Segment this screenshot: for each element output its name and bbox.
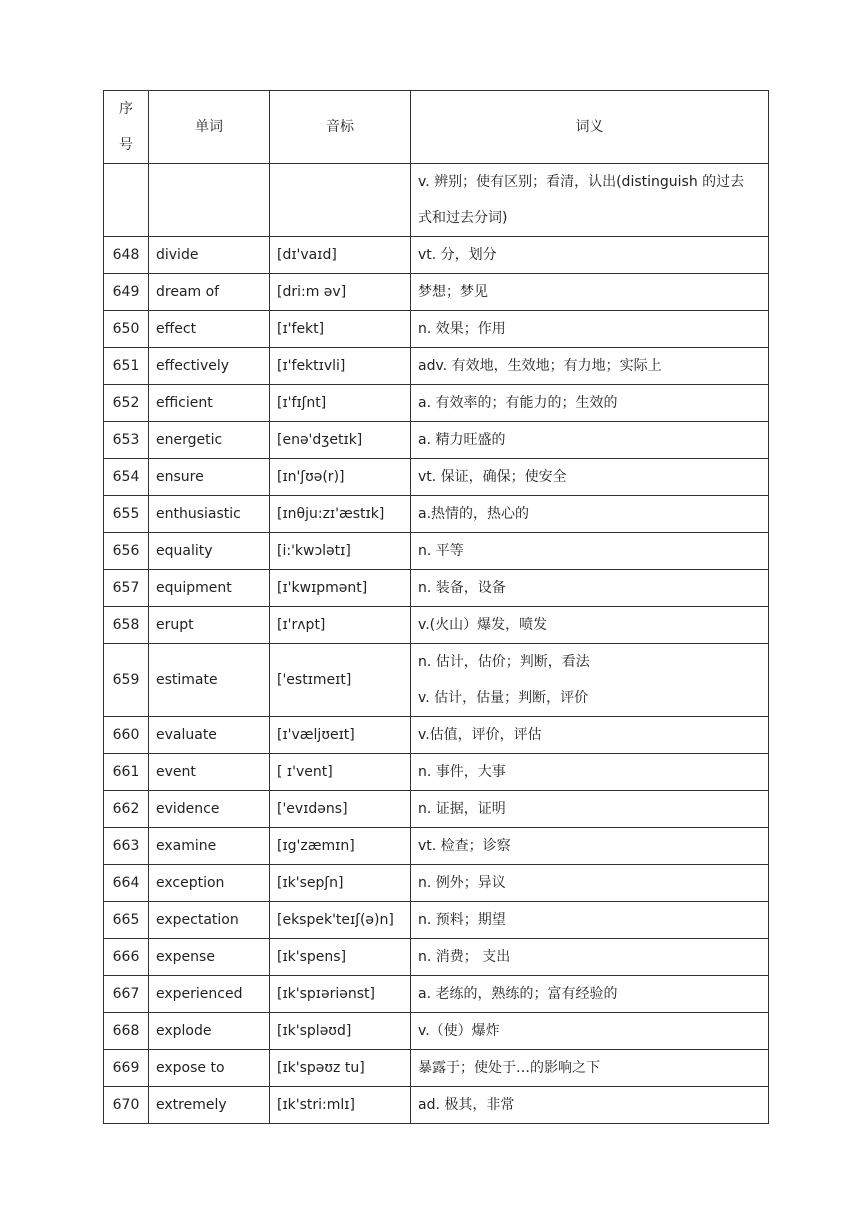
row-word: energetic: [149, 422, 270, 459]
header-number-line1: 序: [119, 101, 133, 117]
table-row: [104, 828, 769, 865]
row-word: equality: [149, 533, 270, 570]
row-meaning: [411, 274, 769, 311]
row-meaning: [411, 717, 769, 754]
row-phonetic: [ɪ'fekt]: [270, 311, 411, 348]
row-phonetic: [ ɪ'vent]: [270, 754, 411, 791]
row-phonetic: [ɪ'fektɪvli]: [270, 348, 411, 385]
row-meaning: [411, 311, 769, 348]
row-number: 659: [104, 644, 149, 717]
row-phonetic: [ɪ'fɪʃnt]: [270, 385, 411, 422]
table-header-row: [104, 91, 769, 164]
row-phonetic: [ɪ'rʌpt]: [270, 607, 411, 644]
row-meaning: [411, 1087, 769, 1124]
row-meaning: [411, 533, 769, 570]
table-row: [104, 791, 769, 828]
row-phonetic: [dri:m əv]: [270, 274, 411, 311]
table-row: [104, 348, 769, 385]
meaning-line: v.（使）爆炸: [418, 1023, 500, 1039]
row-phonetic: [ɪk'spəʊz tu]: [270, 1050, 411, 1087]
row-word: effect: [149, 311, 270, 348]
table-row: [104, 717, 769, 754]
row-number: 657: [104, 570, 149, 607]
meaning-line: vt. 保证，确保；使安全: [418, 469, 567, 485]
meaning-line: v.估值，评价，评估: [418, 727, 542, 743]
row-number: 669: [104, 1050, 149, 1087]
row-meaning: [411, 607, 769, 644]
row-phonetic: [ɪk'spləʊd]: [270, 1013, 411, 1050]
table-row: [104, 976, 769, 1013]
meaning-line: 暴露于；使处于…的影响之下: [418, 1060, 600, 1076]
meaning-line: v. 辨别；使有区别；看清，认出(distinguish 的过去: [418, 174, 745, 190]
row-number: 670: [104, 1087, 149, 1124]
meaning-line: a. 精力旺盛的: [418, 432, 506, 448]
row-word: event: [149, 754, 270, 791]
meaning-line: n. 消费； 支出: [418, 949, 511, 965]
row-meaning: [411, 939, 769, 976]
row-number: 652: [104, 385, 149, 422]
row-word: extremely: [149, 1087, 270, 1124]
row-phonetic: [ɪk'stri:mlɪ]: [270, 1087, 411, 1124]
row-word: evaluate: [149, 717, 270, 754]
row-word: expense: [149, 939, 270, 976]
header-word: 单词: [149, 91, 270, 164]
row-phonetic: [dɪ'vaɪd]: [270, 237, 411, 274]
row-word: erupt: [149, 607, 270, 644]
meaning-line: vt. 检查；诊察: [418, 838, 511, 854]
meaning-line: a.热情的，热心的: [418, 506, 530, 522]
meaning-line: n. 证据，证明: [418, 801, 506, 817]
row-number: 658: [104, 607, 149, 644]
row-number: 655: [104, 496, 149, 533]
table-row: [104, 754, 769, 791]
meaning-line: a. 老练的，熟练的；富有经验的: [418, 986, 618, 1002]
row-word: equipment: [149, 570, 270, 607]
row-meaning: [411, 902, 769, 939]
row-word: divide: [149, 237, 270, 274]
row-meaning: [411, 754, 769, 791]
row-phonetic: [ɪ'kwɪpmənt]: [270, 570, 411, 607]
row-phonetic: [ɪk'spens]: [270, 939, 411, 976]
row-meaning: [411, 348, 769, 385]
table-row: [104, 459, 769, 496]
table-row: [104, 274, 769, 311]
row-word: experienced: [149, 976, 270, 1013]
meaning-line: n. 例外；异议: [418, 875, 506, 891]
meaning-line: ad. 极其，非常: [418, 1097, 515, 1113]
row-phonetic: [ekspek'teɪʃ(ə)n]: [270, 902, 411, 939]
meaning-line: 式和过去分词): [418, 210, 508, 226]
row-word: expose to: [149, 1050, 270, 1087]
row-phonetic: [ɪk'sepʃn]: [270, 865, 411, 902]
header-phonetic: 音标: [270, 91, 411, 164]
table-row: [104, 496, 769, 533]
row-word: dream of: [149, 274, 270, 311]
row-meaning: [411, 791, 769, 828]
table-row: [104, 902, 769, 939]
row-number: 653: [104, 422, 149, 459]
row-word: exception: [149, 865, 270, 902]
row-number: 654: [104, 459, 149, 496]
meaning-line: 梦想；梦见: [418, 284, 488, 300]
row-meaning: [411, 496, 769, 533]
vocabulary-table: [103, 90, 769, 1124]
row-number: 664: [104, 865, 149, 902]
table-row: [104, 1087, 769, 1124]
row-number: 649: [104, 274, 149, 311]
header-meaning: 词义: [411, 91, 769, 164]
row-word: enthusiastic: [149, 496, 270, 533]
row-word: examine: [149, 828, 270, 865]
meaning-line: v.(火山）爆发，喷发: [418, 617, 548, 633]
row-number: 662: [104, 791, 149, 828]
row-number: 660: [104, 717, 149, 754]
meaning-line: v. 估计，估量；判断，评价: [418, 690, 589, 706]
table-row: [104, 1050, 769, 1087]
continuation-meaning-cell: [411, 164, 769, 237]
row-meaning: [411, 828, 769, 865]
row-meaning: [411, 976, 769, 1013]
row-meaning: [411, 865, 769, 902]
meaning-line: n. 预料；期望: [418, 912, 506, 928]
row-number: 667: [104, 976, 149, 1013]
row-word: evidence: [149, 791, 270, 828]
meaning-line: vt. 分，划分: [418, 247, 497, 263]
row-word: explode: [149, 1013, 270, 1050]
table-row: [104, 1013, 769, 1050]
table-row: [104, 385, 769, 422]
row-meaning: [411, 422, 769, 459]
row-number: 650: [104, 311, 149, 348]
table-row: [104, 570, 769, 607]
row-word: effectively: [149, 348, 270, 385]
table-row: [104, 237, 769, 274]
row-phonetic: [enə'dʒetɪk]: [270, 422, 411, 459]
row-number: 651: [104, 348, 149, 385]
table-row: [104, 533, 769, 570]
row-phonetic: ['estɪmeɪt]: [270, 644, 411, 717]
table-row: [104, 607, 769, 644]
row-phonetic: [ɪk'spɪəriənst]: [270, 976, 411, 1013]
row-number: 668: [104, 1013, 149, 1050]
row-meaning: [411, 385, 769, 422]
continuation-row: [104, 164, 769, 237]
row-meaning: [411, 459, 769, 496]
table-row: [104, 865, 769, 902]
row-meaning: [411, 644, 769, 717]
meaning-line: a. 有效率的；有能力的；生效的: [418, 395, 618, 411]
row-meaning: [411, 1013, 769, 1050]
row-word: expectation: [149, 902, 270, 939]
row-number: 661: [104, 754, 149, 791]
continuation-word-cell: [149, 164, 270, 237]
meaning-line: n. 估计，估价；判断，看法: [418, 654, 590, 670]
row-number: 656: [104, 533, 149, 570]
meaning-line: n. 事件，大事: [418, 764, 506, 780]
table-row: [104, 311, 769, 348]
row-phonetic: [ɪnθju:zɪ'æstɪk]: [270, 496, 411, 533]
row-number: 665: [104, 902, 149, 939]
row-number: 666: [104, 939, 149, 976]
row-phonetic: [i:'kwɔlətɪ]: [270, 533, 411, 570]
header-number-line2: 号: [119, 137, 133, 153]
table-row: [104, 644, 769, 717]
meaning-line: n. 装备，设备: [418, 580, 506, 596]
row-phonetic: [ɪ'væljʊeɪt]: [270, 717, 411, 754]
row-word: efficient: [149, 385, 270, 422]
row-meaning: [411, 237, 769, 274]
meaning-line: n. 效果；作用: [418, 321, 506, 337]
row-phonetic: ['evɪdəns]: [270, 791, 411, 828]
continuation-number-cell: [104, 164, 149, 237]
row-number: 663: [104, 828, 149, 865]
row-meaning: [411, 1050, 769, 1087]
row-word: estimate: [149, 644, 270, 717]
row-number: 648: [104, 237, 149, 274]
continuation-phonetic-cell: [270, 164, 411, 237]
row-word: ensure: [149, 459, 270, 496]
row-phonetic: [ɪn'ʃʊə(r)]: [270, 459, 411, 496]
table-row: [104, 939, 769, 976]
row-meaning: [411, 570, 769, 607]
meaning-line: adv. 有效地，生效地；有力地；实际上: [418, 358, 662, 374]
meaning-line: n. 平等: [418, 543, 464, 559]
header-number: [104, 91, 149, 164]
row-phonetic: [ɪg'zæmɪn]: [270, 828, 411, 865]
table-row: [104, 422, 769, 459]
